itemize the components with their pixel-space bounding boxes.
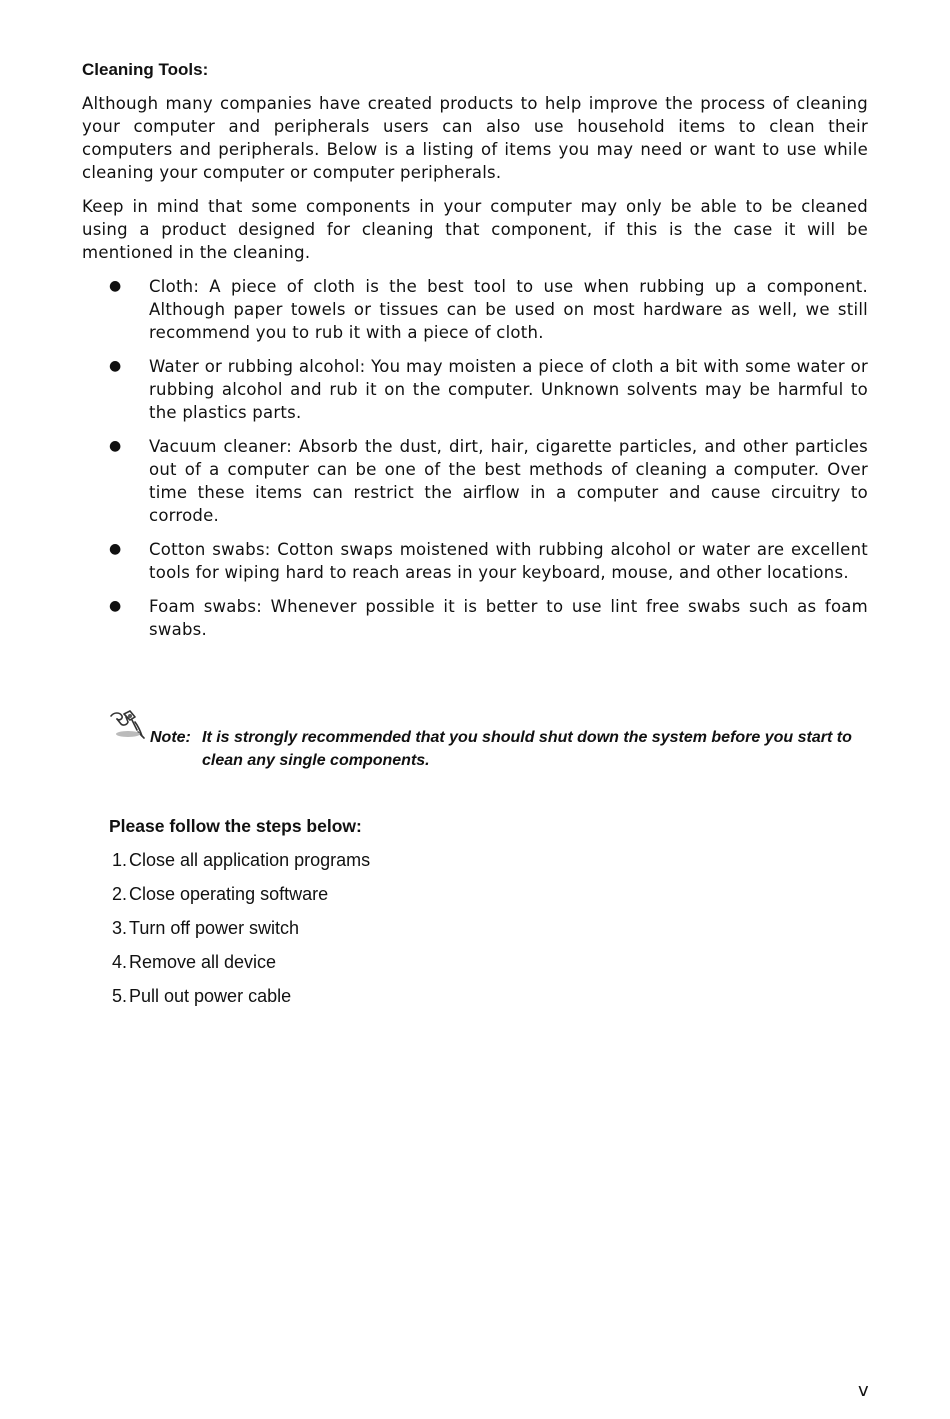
bullet-icon: ● <box>109 358 122 374</box>
step-text: Turn off power switch <box>129 918 300 938</box>
bullet-icon: ● <box>109 598 122 614</box>
list-item <box>82 435 868 527</box>
note-body: It is strongly recommended that you should shut down the system before you start to clean any single components. <box>202 729 852 769</box>
step-item <box>109 950 370 974</box>
step-item <box>109 984 370 1008</box>
pushpin-note-icon <box>108 708 146 744</box>
step-number: 1. <box>112 850 128 870</box>
cleaning-tools-list <box>82 275 868 641</box>
list-item-text: Foam swabs: Whenever possible it is better to use lint free swabs such as foam swabs. <box>149 597 868 639</box>
bullet-icon: ● <box>109 278 122 294</box>
note-label: Note: <box>150 729 191 746</box>
section-heading: Cleaning Tools: <box>82 60 209 79</box>
list-item-text: Water or rubbing alcohol: You may moisten a piece of cloth a bit with some water or rubbing alcohol and rub it on the computer. Unknown solvents may be harmful to the plastics parts. <box>149 357 868 422</box>
note-paragraph: Keep in mind that some components in your computer may only be able to be cleaned using a product designed for cleaning that component, if this is the case it will be mentioned in the cleaning. <box>82 197 868 262</box>
step-text: Pull out power cable <box>129 986 292 1006</box>
list-item-text: Cotton swabs: Cotton swaps moistened with rubbing alcohol or water are excellent tools for wiping hard to reach areas in your keyboard, mouse, and other locations. <box>149 540 868 582</box>
step-text: Remove all device <box>129 952 277 972</box>
list-item <box>82 275 868 344</box>
intro-paragraph: Although many companies have created products to help improve the process of cleaning your computer and peripherals users can also use household items to clean their computers and peripherals. Below is a listing of items you may need or want to use while cleaning your computer or computer peripherals. <box>82 94 868 182</box>
steps-title: Please follow the steps below: <box>109 816 362 836</box>
step-text: Close operating software <box>129 884 329 904</box>
list-item-text: Vacuum cleaner: Absorb the dust, dirt, hair, cigarette particles, and other particles out of a computer can be one of the best methods of cleaning a computer. Over time these items can restrict the airflow in a computer and cause circuitry to corrode. <box>149 437 868 525</box>
step-number: 3. <box>112 918 128 938</box>
list-item-text: Cloth: A piece of cloth is the best tool to use when rubbing up a component. Although paper towels or tissues can be used on most hardware as well, we still recommend you to rub it with a piece of cloth. <box>149 277 868 342</box>
bullet-icon: ● <box>109 438 122 454</box>
list-item <box>82 538 868 584</box>
page-number: v <box>858 1380 869 1401</box>
document-body <box>82 58 868 652</box>
step-number: 4. <box>112 952 128 972</box>
step-number: 2. <box>112 884 128 904</box>
bullet-icon: ● <box>109 541 122 557</box>
step-text: Close all application programs <box>129 850 371 870</box>
step-item <box>109 848 370 872</box>
steps-list <box>109 848 370 1008</box>
step-item <box>109 882 370 906</box>
shutdown-steps <box>109 814 370 1018</box>
note-text <box>150 726 868 772</box>
step-number: 5. <box>112 986 128 1006</box>
list-item <box>82 355 868 424</box>
list-item <box>82 595 868 641</box>
step-item <box>109 916 370 940</box>
